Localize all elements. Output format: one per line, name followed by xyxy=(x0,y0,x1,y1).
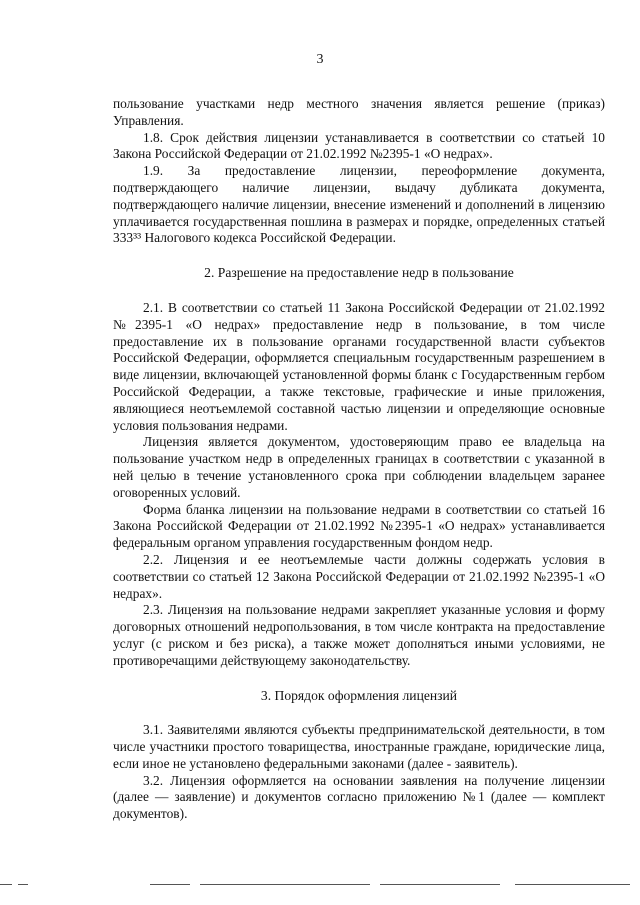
section-heading-3: 3. Порядок оформления лицензий xyxy=(260,687,458,703)
paragraph: 2.1. В соответствии со статьей 11 Закона Российской Федерации от 21.02.1992 №2395-1 «О недрах» предоставление недр в пользование, в том числе предоставление их в пользование органами государственной власти субъектов Российской Федерации, оформляется специальным государственным разрешением в виде лицензии, включающей установленной формы бланк с Государственным гербом Российской Федерации, а также текстовые, графические и иные приложения, являющиеся неотъемлемой составной частью лицензии и определяющие основные условия пользования недрами. xyxy=(113,299,605,433)
paragraph: 2.2. Лицензия и ее неотъемлемые части должны содержать условия в соответствии со статьей 12 Закона Российской Федерации от 21.02.1992 №2395-1 «О недрах». xyxy=(113,551,605,601)
paragraph: 1.8. Срок действия лицензии устанавливается в соответствии со статьей 10 Закона Российской Федерации от 21.02.1992 №2395-1 «О недрах». xyxy=(113,129,605,162)
paragraph: пользование участками недр местного значения является решение (приказ) Управления. xyxy=(113,96,605,128)
paragraph: 1.9. За предоставление лицензии, переоформление документа, подтверждающего наличие лицензии, выдачу дубликата документа, подтверждающего наличие лицензии, внесение изменений и дополнений в лицензию уплачивается государственная пошлина в размерах и порядке, определенных статьей 333³³ Налогового кодекса Российской Федерации. xyxy=(113,163,605,246)
scan-artifact-lines xyxy=(0,884,640,890)
section-heading-2: 2. Разрешение на предоставление недр в пользование xyxy=(204,265,514,281)
paragraph: 3.1. Заявителями являются субъекты предпринимательской деятельности, в том числе участники простого товарищества, иностранные граждане, юридические лица, если иное не установлено федеральными законами (далее - заявитель). xyxy=(113,722,605,771)
page-number: 3 xyxy=(316,52,324,67)
paragraph: Лицензия является документом, удостоверяющим право ее владельца на пользование участком недр в определенных границах в соответствии с указанной в ней целью в течение установленного срока при соблюдении владельцем заранее оговоренных условий. xyxy=(113,434,605,500)
document-body xyxy=(113,96,605,823)
paragraph: 2.3. Лицензия на пользование недрами закрепляет указанные условия и форму договорных отношений недропользования, в том числе контракта на предоставление услуг (с риском и без риска), а также может дополняться иными условиями, не противоречащими действующему законодательству. xyxy=(113,602,605,668)
paragraph: 3.2. Лицензия оформляется на основании заявления на получение лицензии (далее — заявление) и документов согласно приложению №1 (далее — комплект документов). xyxy=(113,772,605,822)
paragraph: Форма бланка лицензии на пользование недрами в соответствии со статьей 16 Закона Российской Федерации от 21.02.1992 №2395-1 «О недрах» устанавливается федеральным органом управления государственным фондом недр. xyxy=(113,501,605,551)
